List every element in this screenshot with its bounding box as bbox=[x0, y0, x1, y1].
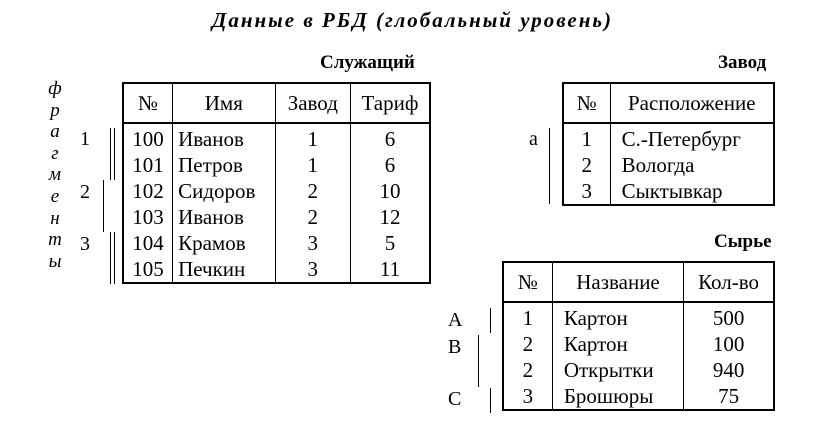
table-row bbox=[503, 383, 774, 410]
table-cell: 6 bbox=[350, 123, 430, 152]
employees-fragment-1-label: 1 bbox=[80, 128, 90, 150]
table-cell: 2 bbox=[522, 358, 534, 382]
materials-fragment-c-bracket bbox=[490, 388, 491, 413]
table-header-row bbox=[503, 262, 774, 302]
column-header: № bbox=[123, 83, 173, 123]
table-cell: 500 bbox=[684, 302, 774, 331]
table-header-row bbox=[123, 83, 430, 123]
column-header: Имя bbox=[173, 83, 276, 123]
materials-table-name: Сырье bbox=[714, 231, 772, 252]
table-cell: Крамов bbox=[173, 230, 276, 256]
table-cell: 1 bbox=[275, 123, 350, 152]
table-cell: 1 bbox=[581, 127, 593, 151]
materials-fragment-a-label: A bbox=[448, 309, 463, 331]
table-cell: Открытки bbox=[552, 357, 683, 383]
table-cell: 3 bbox=[275, 256, 350, 283]
table-cell: Сыктывкар bbox=[610, 178, 774, 205]
table-row bbox=[563, 123, 774, 152]
fragment-bracket-2 bbox=[103, 180, 104, 232]
table-cell: 3 bbox=[275, 230, 350, 256]
table-cell: 75 bbox=[684, 383, 774, 410]
table-cell: 12 bbox=[350, 204, 430, 230]
fragment-bracket-3-right bbox=[114, 232, 115, 284]
table-row bbox=[123, 152, 430, 178]
table-row bbox=[123, 204, 430, 230]
fragment-bracket-3-left bbox=[110, 232, 111, 284]
plant-fragment-label: а bbox=[529, 128, 538, 150]
table-cell: С.-Петербург bbox=[610, 123, 774, 152]
employees-table bbox=[122, 82, 431, 284]
table-cell: 102 bbox=[132, 179, 164, 203]
table-cell: 5 bbox=[350, 230, 430, 256]
column-header: № bbox=[563, 83, 610, 123]
table-cell: 2 bbox=[275, 204, 350, 230]
table-row bbox=[503, 357, 774, 383]
column-header: Кол-во bbox=[684, 262, 774, 302]
employees-fragment-3-label: 3 bbox=[80, 233, 90, 255]
table-cell: 10 bbox=[350, 178, 430, 204]
table-cell: 1 bbox=[522, 306, 534, 330]
table-cell: 100 bbox=[132, 127, 164, 151]
materials-fragment-c-label: C bbox=[448, 388, 462, 410]
plant-fragment-bracket bbox=[549, 128, 550, 204]
materials-fragment-b-label: B bbox=[448, 336, 462, 358]
fragments-letter: ы bbox=[48, 250, 62, 272]
table-cell: 2 bbox=[581, 153, 593, 177]
fragments-letter: р bbox=[50, 99, 60, 121]
column-header: № bbox=[503, 262, 552, 302]
table-row bbox=[123, 123, 430, 152]
fragments-letter: т bbox=[48, 229, 62, 251]
table-cell: 6 bbox=[350, 152, 430, 178]
table-cell: Картон bbox=[552, 331, 683, 357]
column-header: Название bbox=[552, 262, 683, 302]
table-cell: 1 bbox=[275, 152, 350, 178]
table-row bbox=[503, 302, 774, 331]
materials-fragment-b-bracket bbox=[478, 335, 479, 387]
table-header-row bbox=[563, 83, 774, 123]
table-cell: 940 bbox=[684, 357, 774, 383]
fragment-bracket-1-left bbox=[110, 128, 111, 180]
fragments-letter: н bbox=[50, 207, 60, 229]
fragments-vertical-label bbox=[47, 78, 63, 272]
plant-table bbox=[562, 82, 775, 206]
table-cell: 105 bbox=[132, 257, 164, 281]
fragments-letter: е bbox=[50, 185, 60, 207]
table-row bbox=[123, 256, 430, 283]
table-cell: Иванов bbox=[173, 204, 276, 230]
materials-fragment-a-bracket bbox=[490, 308, 491, 333]
page-title: Данные в РБД (глобальный уровень) bbox=[212, 8, 613, 32]
plant-table-name: Завод bbox=[718, 52, 767, 73]
table-cell: Сидоров bbox=[173, 178, 276, 204]
table-cell: 3 bbox=[581, 179, 593, 203]
table-cell: 2 bbox=[275, 178, 350, 204]
table-cell: Печкин bbox=[173, 256, 276, 283]
fragment-bracket-1-right bbox=[114, 128, 115, 180]
fragments-letter: м bbox=[48, 164, 62, 186]
table-cell: 100 bbox=[684, 331, 774, 357]
employees-table-name: Служащий bbox=[320, 52, 415, 73]
column-header: Завод bbox=[275, 83, 350, 123]
table-cell: 3 bbox=[522, 384, 534, 408]
table-cell: 11 bbox=[350, 256, 430, 283]
table-row bbox=[563, 152, 774, 178]
fragments-letter: г bbox=[51, 142, 59, 164]
table-row bbox=[123, 178, 430, 204]
table-cell: Петров bbox=[173, 152, 276, 178]
table-cell: 103 bbox=[132, 205, 164, 229]
fragments-letter: ф bbox=[48, 78, 62, 99]
materials-table bbox=[502, 261, 775, 411]
table-row bbox=[123, 230, 430, 256]
employees-fragment-2-label: 2 bbox=[80, 181, 90, 203]
fragments-letter: а bbox=[50, 121, 60, 143]
table-cell: Картон bbox=[552, 302, 683, 331]
table-row bbox=[503, 331, 774, 357]
table-cell: Вологда bbox=[610, 152, 774, 178]
column-header: Расположение bbox=[610, 83, 774, 123]
table-cell: 104 bbox=[132, 231, 164, 255]
table-cell: 2 bbox=[522, 332, 534, 356]
table-row bbox=[563, 178, 774, 205]
column-header: Тариф bbox=[350, 83, 430, 123]
table-cell: Иванов bbox=[173, 123, 276, 152]
table-cell: 101 bbox=[132, 153, 164, 177]
table-cell: Брошюры bbox=[552, 383, 683, 410]
